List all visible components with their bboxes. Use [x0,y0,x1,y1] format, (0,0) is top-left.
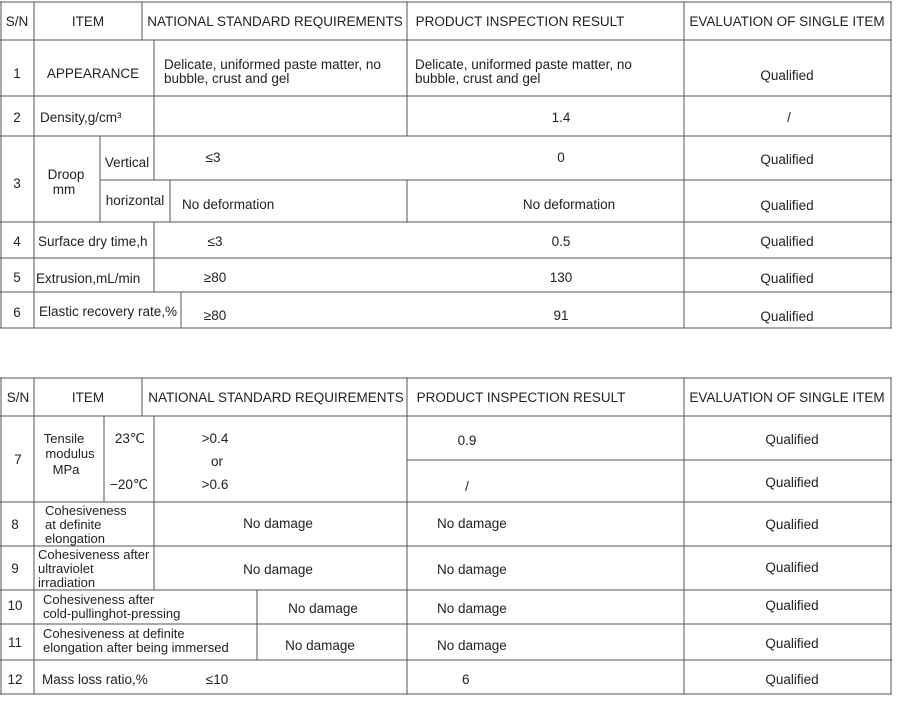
row-item-line1: Cohesiveness after [38,547,150,562]
row-evaluation: Qualified [765,517,819,532]
row-result: No damage [437,638,507,653]
row-standard: ≤3 [207,234,223,249]
row-evaluation: Qualified [760,271,814,286]
header-result: PRODUCT INSPECTION RESULT [416,390,626,405]
row-item-line1: Cohesiveness [45,503,127,518]
row-standard: No damage [243,516,313,531]
sub-row-standard: ≤3 [205,150,221,165]
sub-row-result: No deformation [522,197,616,212]
row-result-line1: Delicate, uniformed paste matter, no [415,57,632,72]
row-evaluation: Qualified [760,234,814,249]
row-result-line2: bubble, crust and gel [415,71,541,86]
row-sn: 10 [7,598,23,613]
row-evaluation: Qualified [765,672,819,687]
row-item: Elastic recovery rate,% [39,304,178,319]
row-standard: No damage [288,601,358,616]
row-item-line2: elongation after being immersed [43,640,229,655]
row-item: Density,g/cm³ [40,110,122,125]
row-standard-line2: or [210,454,224,469]
sub-row-label: −20℃ [109,477,149,492]
row-sn: 9 [11,561,19,576]
sub-row-result: 0.9 [457,433,477,448]
header-result: PRODUCT INSPECTION RESULT [415,14,625,29]
row-item-line2: mm [52,182,76,197]
header-sn: S/N [5,14,29,29]
row-evaluation: Qualified [760,68,814,83]
row-evaluation: Qualified [765,636,819,651]
sub-row-evaluation: Qualified [760,198,814,213]
header-evaluation: EVALUATION OF SINGLE ITEM [689,390,885,405]
sub-row-label: horizontal [105,193,165,208]
row-sn: 11 [7,635,23,650]
row-sn: 6 [13,305,21,320]
row-item: Extrusion,mL/min [36,271,141,286]
row-standard-line1: Delicate, uniformed paste matter, no [164,57,381,72]
row-standard: ≥80 [203,308,227,323]
row-item-line1: Tensile [43,431,85,446]
row-sn: 5 [13,270,21,285]
row-evaluation: Qualified [765,598,819,613]
row-item-line1: Cohesiveness at definite [43,626,185,641]
row-evaluation: / [787,110,791,125]
row-item: APPEARANCE [46,66,140,81]
row-item-line3: elongation [45,531,105,546]
sub-row-evaluation: Qualified [765,432,819,447]
row-sn: 3 [13,176,21,191]
row-item-line2: cold-pullinghot-pressing [43,606,181,621]
row-evaluation: Qualified [760,309,814,324]
row-sn: 8 [11,517,19,532]
row-sn: 12 [7,672,23,687]
sub-row-standard: No deformation [182,197,275,212]
sub-row-result: / [465,479,469,494]
row-standard: No damage [285,638,355,653]
sub-row-evaluation: Qualified [760,152,814,167]
row-sn: 4 [13,234,21,249]
row-result: 1.4 [551,110,571,125]
row-evaluation: Qualified [765,560,819,575]
row-standard-line1: >0.4 [201,431,229,446]
row-result: 6 [462,672,470,687]
sub-row-evaluation: Qualified [765,475,819,490]
row-standard: ≤10 [205,672,229,687]
row-standard: No damage [243,562,313,577]
header-sn: S/N [6,390,30,405]
row-item-line1: Cohesiveness after [43,592,155,607]
header-standard: NATIONAL STANDARD REQUIREMENTS [148,390,404,405]
row-standard-line2: bubble, crust and gel [164,71,290,86]
row-sn: 1 [13,66,21,81]
sub-row-label: Vertical [104,155,150,170]
header-evaluation: EVALUATION OF SINGLE ITEM [689,14,885,29]
header-standard: NATIONAL STANDARD REQUIREMENTS [147,14,403,29]
row-item-line2: at definite [45,517,102,532]
row-result: 130 [549,270,573,285]
row-item-line2: ultraviolet [38,561,94,576]
row-standard-line3: >0.6 [201,477,229,492]
sub-row-label: 23℃ [114,431,146,446]
row-result: No damage [437,601,507,616]
row-result: No damage [437,562,507,577]
row-result: 0.5 [551,234,571,249]
row-sn: 7 [14,452,22,467]
row-item: Surface dry time,h [38,234,148,249]
row-item: Mass loss ratio,% [42,672,148,687]
row-standard: ≥80 [203,270,227,285]
row-sn: 2 [13,110,21,125]
row-item-line3: irradiation [38,575,96,590]
row-item-line2: modulus [45,446,95,461]
row-result: 91 [553,308,569,323]
header-item: ITEM [71,14,105,29]
header-item: ITEM [71,390,105,405]
row-item-line3: MPa [52,462,80,477]
sub-row-result: 0 [557,150,565,165]
row-item-line1: Droop [47,167,85,182]
row-result: No damage [437,516,507,531]
